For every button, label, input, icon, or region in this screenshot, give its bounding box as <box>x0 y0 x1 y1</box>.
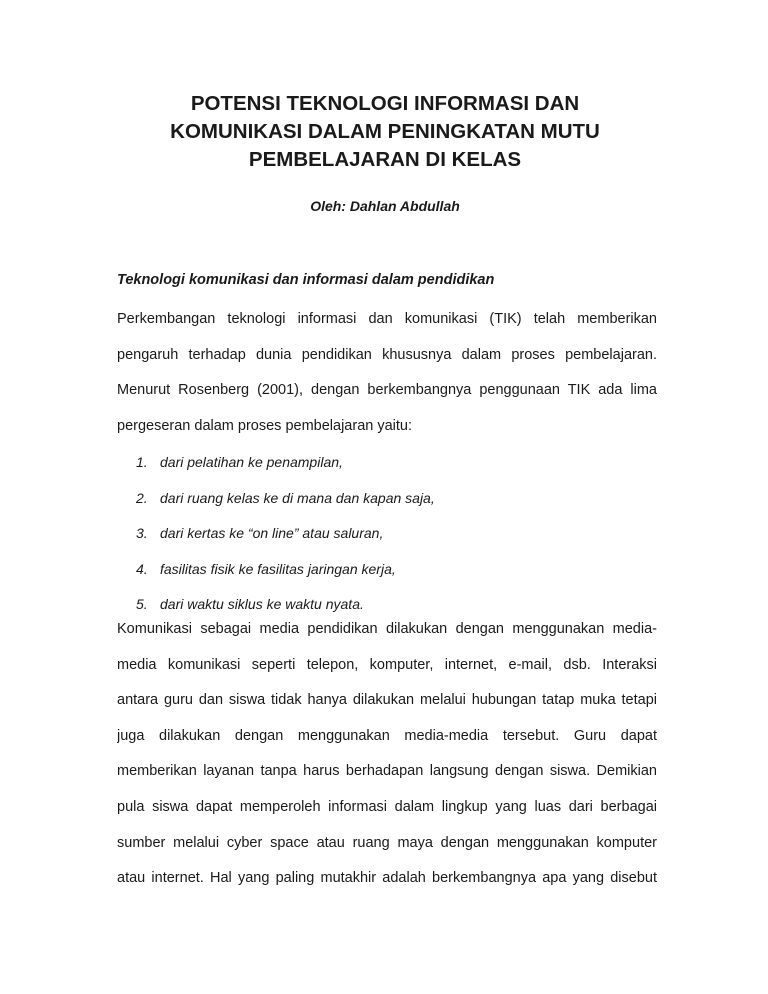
list-item <box>136 481 656 517</box>
paragraph-communication <box>117 612 657 897</box>
section-heading: Teknologi komunikasi dan informasi dalam pendidikan <box>117 272 495 288</box>
list-item-text: dari ruang kelas ke di mana dan kapan saja, <box>160 489 435 506</box>
paragraph-line: sumber melalui cyber space atau ruang maya dengan menggunakan komputer <box>117 834 657 851</box>
list-item-number: 4. <box>136 560 148 577</box>
list-item-text: dari kertas ke “on line” atau saluran, <box>160 525 384 542</box>
title-line: POTENSI TEKNOLOGI INFORMASI DAN <box>190 92 580 115</box>
list-item-text: dari waktu siklus ke waktu nyata. <box>160 596 364 613</box>
list-item-number: 3. <box>136 525 148 542</box>
list-item-number: 1. <box>136 454 148 470</box>
paragraph-line: Perkembangan teknologi informasi dan komunikasi (TIK) telah memberikan <box>117 311 657 327</box>
paragraph-line: media komunikasi seperti telepon, komputer, internet, e-mail, dsb. Interaksi <box>117 656 657 673</box>
paragraph-line: pula siswa dapat memperoleh informasi dalam lingkup yang luas dari berbagai <box>117 798 657 815</box>
paragraph-line: atau internet. Hal yang paling mutakhir adalah berkembangnya apa yang disebut <box>117 870 657 887</box>
paragraph-line: juga dilakukan dengan menggunakan media-media tersebut. Guru dapat <box>117 727 657 744</box>
document-title <box>120 90 650 174</box>
title-line: KOMUNIKASI DALAM PENINGKATAN MUTU <box>170 120 600 143</box>
paragraph-line: Menurut Rosenberg (2001), dengan berkembangnya penggunaan TIK ada lima <box>117 382 657 399</box>
paragraph-line: antara guru dan siswa tidak hanya dilakukan melalui hubungan tatap muka tetapi <box>117 692 657 709</box>
paragraph-line: pengaruh terhadap dunia pendidikan khususnya dalam proses pembelajaran. <box>117 346 657 363</box>
list-item-number: 2. <box>136 489 148 506</box>
title-line: PEMBELAJARAN DI KELAS <box>248 148 522 171</box>
paragraph-intro <box>117 302 657 444</box>
list-item <box>136 516 656 552</box>
list-item-number: 5. <box>136 596 148 613</box>
list-item <box>136 552 656 588</box>
paragraph-line: Komunikasi sebagai media pendidikan dilakukan dengan menggunakan media- <box>117 621 657 637</box>
paragraph-line: memberikan layanan tanpa harus berhadapan langsung dengan siswa. Demikian <box>117 763 657 780</box>
paragraph-line: pergeseran dalam proses pembelajaran yaitu: <box>117 417 413 434</box>
learning-shift-list <box>136 445 656 623</box>
author-byline: Oleh: Dahlan Abdullah <box>310 198 460 214</box>
list-item-text: fasilitas fisik ke fasilitas jaringan kerja, <box>160 560 396 577</box>
list-item-text: dari pelatihan ke penampilan, <box>160 454 343 470</box>
list-item <box>136 445 656 481</box>
